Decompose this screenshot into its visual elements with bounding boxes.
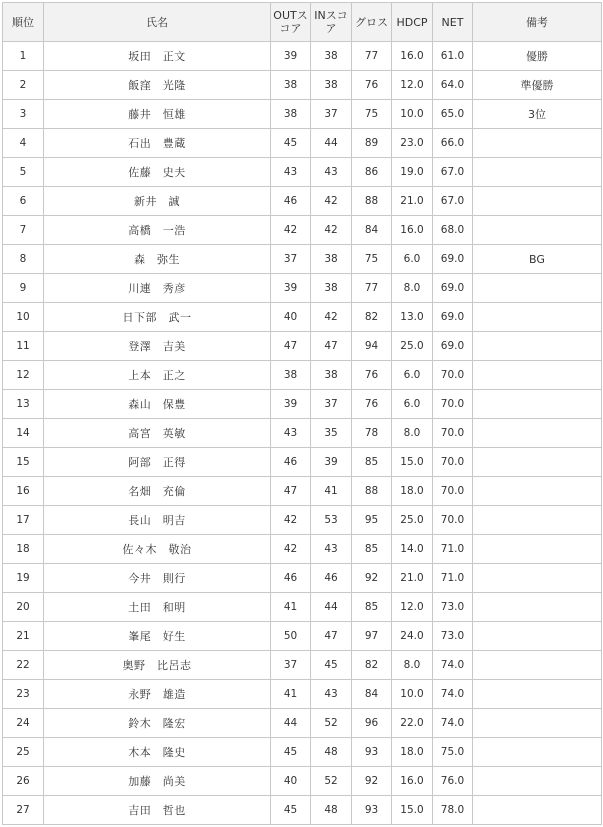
table-row: [3, 274, 602, 303]
cell-out-score: 45: [271, 738, 311, 767]
table-row: [3, 419, 602, 448]
cell-name: 加藤 尚美: [44, 767, 271, 796]
cell-out-score: 45: [271, 129, 311, 158]
cell-note: [473, 709, 602, 738]
cell-net: 67.0: [433, 187, 473, 216]
cell-note: [473, 651, 602, 680]
cell-in-score: 44: [311, 593, 352, 622]
cell-note: [473, 767, 602, 796]
table-header: [3, 3, 602, 42]
cell-hdcp: 12.0: [392, 71, 433, 100]
cell-in-score: 52: [311, 767, 352, 796]
cell-gross: 77: [352, 274, 392, 303]
cell-net: 67.0: [433, 158, 473, 187]
cell-net: 70.0: [433, 361, 473, 390]
cell-rank: 4: [3, 129, 44, 158]
cell-out-score: 41: [271, 680, 311, 709]
cell-out-score: 43: [271, 158, 311, 187]
cell-in-score: 37: [311, 390, 352, 419]
cell-hdcp: 8.0: [392, 274, 433, 303]
cell-gross: 76: [352, 361, 392, 390]
cell-name: 阿部 正得: [44, 448, 271, 477]
cell-in-score: 53: [311, 506, 352, 535]
cell-out-score: 37: [271, 651, 311, 680]
header-in-score: INスコア: [311, 3, 352, 42]
cell-out-score: 43: [271, 419, 311, 448]
table-row: [3, 622, 602, 651]
table-row: [3, 506, 602, 535]
table-row: [3, 738, 602, 767]
cell-out-score: 46: [271, 448, 311, 477]
cell-out-score: 38: [271, 71, 311, 100]
table-row: [3, 796, 602, 825]
cell-note: [473, 448, 602, 477]
cell-out-score: 50: [271, 622, 311, 651]
cell-net: 73.0: [433, 593, 473, 622]
cell-note: [473, 419, 602, 448]
cell-out-score: 42: [271, 535, 311, 564]
cell-net: 73.0: [433, 622, 473, 651]
table-row: [3, 216, 602, 245]
table-row: [3, 593, 602, 622]
cell-name: 鈴木 隆宏: [44, 709, 271, 738]
cell-out-score: 38: [271, 100, 311, 129]
cell-hdcp: 21.0: [392, 187, 433, 216]
table-row: [3, 448, 602, 477]
cell-rank: 7: [3, 216, 44, 245]
cell-gross: 85: [352, 535, 392, 564]
cell-name: 石出 豊蔵: [44, 129, 271, 158]
cell-gross: 78: [352, 419, 392, 448]
header-rank: 順位: [3, 3, 44, 42]
cell-net: 78.0: [433, 796, 473, 825]
cell-in-score: 38: [311, 361, 352, 390]
cell-hdcp: 16.0: [392, 216, 433, 245]
cell-gross: 95: [352, 506, 392, 535]
cell-hdcp: 15.0: [392, 796, 433, 825]
cell-gross: 75: [352, 245, 392, 274]
cell-out-score: 42: [271, 506, 311, 535]
cell-gross: 93: [352, 796, 392, 825]
cell-rank: 23: [3, 680, 44, 709]
cell-gross: 75: [352, 100, 392, 129]
table-row: [3, 42, 602, 71]
cell-in-score: 38: [311, 274, 352, 303]
cell-name: 吉田 哲也: [44, 796, 271, 825]
cell-name: 上本 正之: [44, 361, 271, 390]
cell-hdcp: 23.0: [392, 129, 433, 158]
cell-hdcp: 16.0: [392, 42, 433, 71]
cell-note: [473, 187, 602, 216]
cell-gross: 85: [352, 593, 392, 622]
cell-gross: 82: [352, 303, 392, 332]
cell-hdcp: 22.0: [392, 709, 433, 738]
cell-note: [473, 738, 602, 767]
cell-out-score: 46: [271, 187, 311, 216]
cell-note: [473, 593, 602, 622]
cell-note: [473, 796, 602, 825]
cell-rank: 6: [3, 187, 44, 216]
cell-gross: 77: [352, 42, 392, 71]
cell-net: 74.0: [433, 680, 473, 709]
cell-rank: 22: [3, 651, 44, 680]
table-row: [3, 709, 602, 738]
header-note: 備考: [473, 3, 602, 42]
table-row: [3, 390, 602, 419]
cell-name: 新井 誠: [44, 187, 271, 216]
table-row: [3, 361, 602, 390]
cell-gross: 97: [352, 622, 392, 651]
table-row: [3, 332, 602, 361]
cell-rank: 24: [3, 709, 44, 738]
cell-rank: 18: [3, 535, 44, 564]
cell-in-score: 44: [311, 129, 352, 158]
cell-name: 藤井 恒雄: [44, 100, 271, 129]
cell-hdcp: 13.0: [392, 303, 433, 332]
cell-hdcp: 18.0: [392, 477, 433, 506]
cell-net: 69.0: [433, 274, 473, 303]
cell-out-score: 47: [271, 332, 311, 361]
cell-in-score: 37: [311, 100, 352, 129]
cell-note: [473, 680, 602, 709]
cell-gross: 76: [352, 71, 392, 100]
cell-gross: 88: [352, 477, 392, 506]
cell-name: 峯尾 好生: [44, 622, 271, 651]
cell-net: 66.0: [433, 129, 473, 158]
cell-in-score: 42: [311, 216, 352, 245]
cell-hdcp: 8.0: [392, 419, 433, 448]
cell-rank: 15: [3, 448, 44, 477]
header-row: [3, 3, 602, 42]
cell-rank: 8: [3, 245, 44, 274]
cell-gross: 92: [352, 767, 392, 796]
cell-hdcp: 25.0: [392, 332, 433, 361]
results-table: [2, 2, 602, 825]
cell-note: [473, 477, 602, 506]
cell-rank: 10: [3, 303, 44, 332]
header-gross: グロス: [352, 3, 392, 42]
cell-note: [473, 332, 602, 361]
cell-net: 68.0: [433, 216, 473, 245]
cell-name: 高橋 一浩: [44, 216, 271, 245]
cell-hdcp: 16.0: [392, 767, 433, 796]
cell-hdcp: 15.0: [392, 448, 433, 477]
cell-net: 64.0: [433, 71, 473, 100]
cell-net: 70.0: [433, 477, 473, 506]
cell-name: 森 弥生: [44, 245, 271, 274]
cell-out-score: 38: [271, 361, 311, 390]
cell-net: 70.0: [433, 506, 473, 535]
cell-in-score: 42: [311, 303, 352, 332]
cell-in-score: 38: [311, 42, 352, 71]
cell-in-score: 41: [311, 477, 352, 506]
cell-net: 69.0: [433, 303, 473, 332]
cell-net: 69.0: [433, 245, 473, 274]
header-hdcp: HDCP: [392, 3, 433, 42]
cell-note: [473, 564, 602, 593]
cell-rank: 21: [3, 622, 44, 651]
cell-in-score: 35: [311, 419, 352, 448]
cell-out-score: 39: [271, 390, 311, 419]
cell-rank: 20: [3, 593, 44, 622]
cell-name: 今井 則行: [44, 564, 271, 593]
cell-out-score: 37: [271, 245, 311, 274]
table-row: [3, 477, 602, 506]
cell-out-score: 39: [271, 274, 311, 303]
cell-gross: 96: [352, 709, 392, 738]
cell-rank: 12: [3, 361, 44, 390]
cell-note: [473, 303, 602, 332]
cell-name: 佐々木 敬治: [44, 535, 271, 564]
cell-name: 奥野 比呂志: [44, 651, 271, 680]
cell-name: 木本 隆史: [44, 738, 271, 767]
table-row: [3, 129, 602, 158]
cell-gross: 84: [352, 216, 392, 245]
cell-note: 3位: [473, 100, 602, 129]
cell-rank: 17: [3, 506, 44, 535]
cell-rank: 9: [3, 274, 44, 303]
cell-hdcp: 18.0: [392, 738, 433, 767]
table-body: [3, 42, 602, 825]
cell-gross: 92: [352, 564, 392, 593]
cell-net: 74.0: [433, 709, 473, 738]
cell-note: [473, 535, 602, 564]
cell-hdcp: 6.0: [392, 361, 433, 390]
cell-note: [473, 622, 602, 651]
cell-out-score: 45: [271, 796, 311, 825]
cell-in-score: 46: [311, 564, 352, 593]
cell-in-score: 43: [311, 680, 352, 709]
cell-net: 71.0: [433, 564, 473, 593]
cell-hdcp: 8.0: [392, 651, 433, 680]
cell-in-score: 38: [311, 71, 352, 100]
cell-in-score: 42: [311, 187, 352, 216]
table-row: [3, 245, 602, 274]
cell-gross: 89: [352, 129, 392, 158]
cell-note: [473, 506, 602, 535]
cell-name: 名畑 充倫: [44, 477, 271, 506]
cell-gross: 84: [352, 680, 392, 709]
cell-net: 70.0: [433, 419, 473, 448]
cell-rank: 19: [3, 564, 44, 593]
table-row: [3, 564, 602, 593]
cell-name: 川連 秀彦: [44, 274, 271, 303]
cell-in-score: 48: [311, 796, 352, 825]
cell-in-score: 52: [311, 709, 352, 738]
cell-name: 日下部 武一: [44, 303, 271, 332]
cell-note: [473, 158, 602, 187]
cell-net: 70.0: [433, 448, 473, 477]
cell-out-score: 40: [271, 767, 311, 796]
cell-gross: 76: [352, 390, 392, 419]
cell-note: [473, 274, 602, 303]
cell-hdcp: 6.0: [392, 390, 433, 419]
cell-note: 優勝: [473, 42, 602, 71]
cell-note: [473, 216, 602, 245]
table-row: [3, 100, 602, 129]
cell-out-score: 39: [271, 42, 311, 71]
cell-rank: 1: [3, 42, 44, 71]
cell-in-score: 43: [311, 158, 352, 187]
cell-out-score: 47: [271, 477, 311, 506]
cell-gross: 93: [352, 738, 392, 767]
cell-gross: 86: [352, 158, 392, 187]
cell-hdcp: 24.0: [392, 622, 433, 651]
header-out-score: OUTスコア: [271, 3, 311, 42]
table-row: [3, 303, 602, 332]
cell-net: 71.0: [433, 535, 473, 564]
cell-out-score: 42: [271, 216, 311, 245]
cell-in-score: 45: [311, 651, 352, 680]
cell-hdcp: 12.0: [392, 593, 433, 622]
cell-net: 74.0: [433, 651, 473, 680]
cell-rank: 5: [3, 158, 44, 187]
cell-hdcp: 25.0: [392, 506, 433, 535]
cell-net: 76.0: [433, 767, 473, 796]
cell-gross: 88: [352, 187, 392, 216]
cell-name: 坂田 正文: [44, 42, 271, 71]
cell-net: 70.0: [433, 390, 473, 419]
cell-hdcp: 10.0: [392, 100, 433, 129]
cell-out-score: 44: [271, 709, 311, 738]
cell-in-score: 47: [311, 622, 352, 651]
cell-hdcp: 21.0: [392, 564, 433, 593]
cell-net: 75.0: [433, 738, 473, 767]
cell-out-score: 46: [271, 564, 311, 593]
cell-name: 土田 和明: [44, 593, 271, 622]
table-row: [3, 767, 602, 796]
cell-in-score: 43: [311, 535, 352, 564]
table-row: [3, 187, 602, 216]
cell-name: 永野 雄造: [44, 680, 271, 709]
cell-rank: 26: [3, 767, 44, 796]
cell-gross: 85: [352, 448, 392, 477]
cell-name: 高宮 英敏: [44, 419, 271, 448]
cell-rank: 3: [3, 100, 44, 129]
table-row: [3, 680, 602, 709]
table-row: [3, 535, 602, 564]
cell-name: 長山 明吉: [44, 506, 271, 535]
cell-rank: 11: [3, 332, 44, 361]
cell-in-score: 38: [311, 245, 352, 274]
cell-note: BG: [473, 245, 602, 274]
cell-hdcp: 14.0: [392, 535, 433, 564]
header-name: 氏名: [44, 3, 271, 42]
cell-net: 65.0: [433, 100, 473, 129]
cell-hdcp: 10.0: [392, 680, 433, 709]
cell-note: [473, 361, 602, 390]
cell-in-score: 48: [311, 738, 352, 767]
cell-name: 登澤 吉美: [44, 332, 271, 361]
cell-gross: 94: [352, 332, 392, 361]
cell-rank: 16: [3, 477, 44, 506]
cell-name: 飯窪 光隆: [44, 71, 271, 100]
cell-in-score: 39: [311, 448, 352, 477]
cell-in-score: 47: [311, 332, 352, 361]
cell-net: 61.0: [433, 42, 473, 71]
cell-name: 佐藤 史夫: [44, 158, 271, 187]
cell-note: [473, 390, 602, 419]
table-row: [3, 158, 602, 187]
table-row: [3, 651, 602, 680]
cell-out-score: 41: [271, 593, 311, 622]
cell-rank: 2: [3, 71, 44, 100]
cell-note: 準優勝: [473, 71, 602, 100]
cell-name: 森山 保豊: [44, 390, 271, 419]
cell-net: 69.0: [433, 332, 473, 361]
cell-rank: 14: [3, 419, 44, 448]
cell-out-score: 40: [271, 303, 311, 332]
cell-rank: 27: [3, 796, 44, 825]
cell-hdcp: 6.0: [392, 245, 433, 274]
cell-gross: 82: [352, 651, 392, 680]
cell-rank: 25: [3, 738, 44, 767]
header-net: NET: [433, 3, 473, 42]
cell-rank: 13: [3, 390, 44, 419]
cell-note: [473, 129, 602, 158]
table-row: [3, 71, 602, 100]
cell-hdcp: 19.0: [392, 158, 433, 187]
